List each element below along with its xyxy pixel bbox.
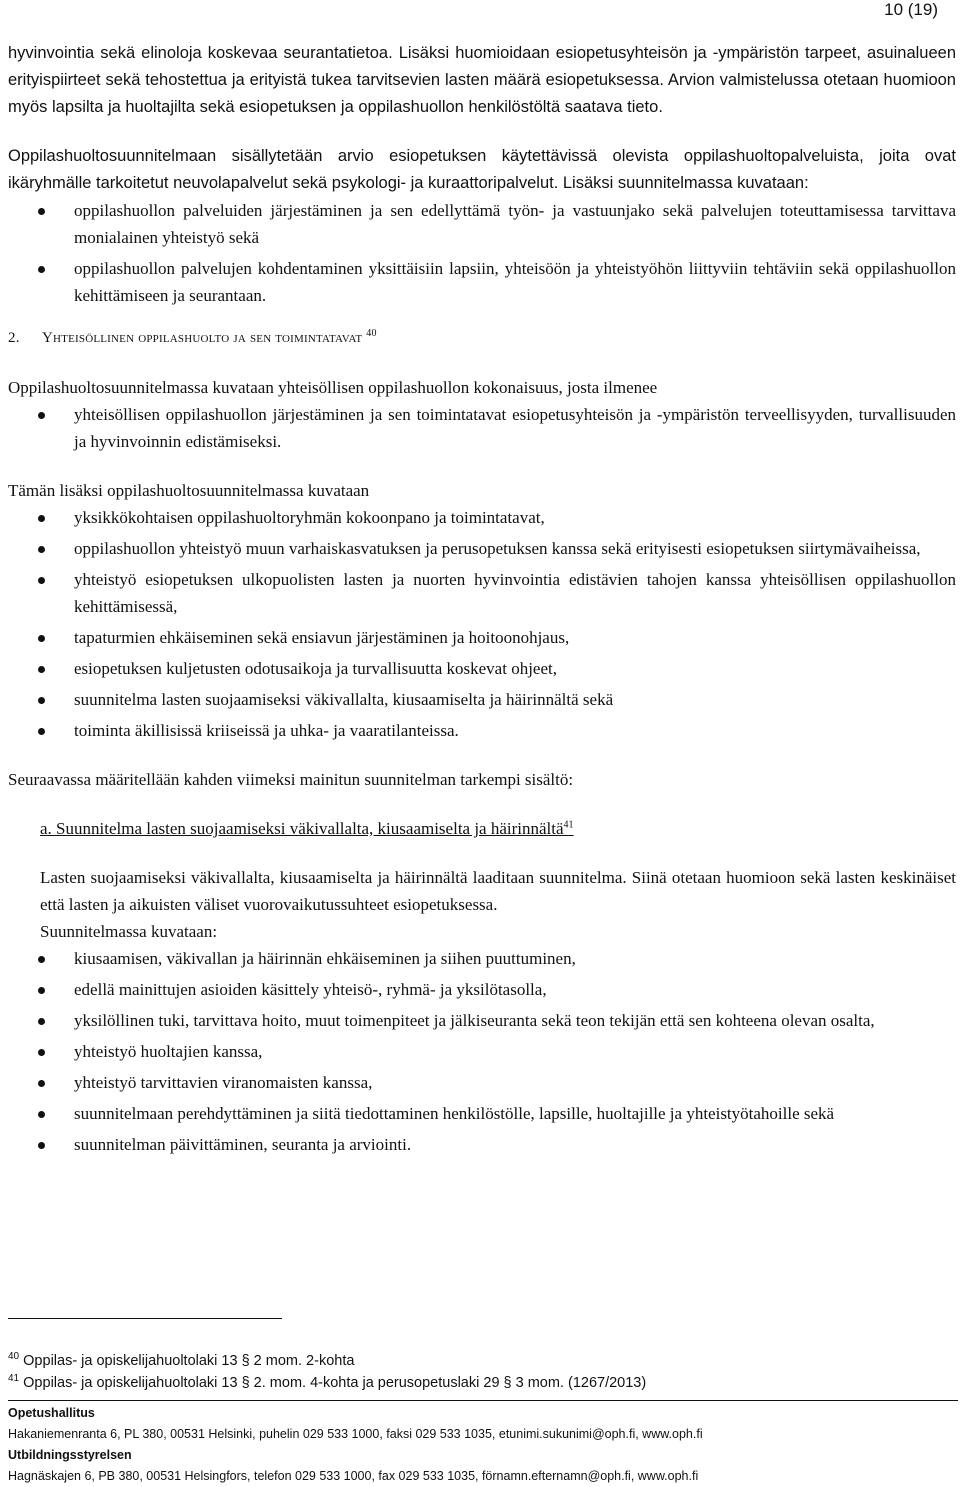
footer-address-sv: Hagnäskajen 6, PB 380, 00531 Helsingfors, telefon 029 533 1000, fax 029 533 1035, förnamn.efternamn@oph.fi, www.oph.fi [8,1469,699,1483]
list-item: esiopetuksen kuljetusten odotusaikoja ja turvallisuutta koskevat ohjeet, [8,655,956,682]
bullet-list-1 [8,197,956,309]
list-item: edellä mainittujen asioiden käsittely yhteisö-, ryhmä- ja yksilötasolla, [8,976,956,1003]
subsection-title: a. Suunnitelma lasten suojaamiseksi väkivallalta, kiusaamiselta ja häirinnältä [40,819,564,838]
page-number: 10 (19) [884,0,938,19]
footnote-divider [8,1318,282,1319]
paragraph-5: Seuraavassa määritellään kahden viimeksi mainitun suunnitelman tarkempi sisältö: [8,770,574,789]
footer-org-sv: Utbildningsstyrelsen [8,1448,132,1462]
list-item: toiminta äkillisissä kriiseissä ja uhka- ja vaaratilanteissa. [8,717,956,744]
section-number: 2. [8,330,20,346]
footnote-text: Oppilas- ja opiskelijahuoltolaki 13 § 2 mom. 2-kohta [23,1353,355,1369]
subsection-heading-a [40,815,956,842]
list-item: oppilashuollon palveluiden järjestäminen ja sen edellyttämä työn- ja vastuunjako sekä palvelujen toteuttamisessa tarvittava monialainen yhteistyö sekä [8,197,956,251]
paragraph-2: Oppilashuoltosuunnitelmaan sisällytetään arvio esiopetuksen käytettävissä olevista oppilashuoltopalveluista, joita ovat ikäryhmälle tarkoitetut neuvolapalvelut sekä psykologi- ja kuraattoripalvelut. Lisäksi suunnitelmassa kuvataan: [8,147,956,192]
paragraph-3: Oppilashuoltosuunnitelmassa kuvataan yhteisöllisen oppilashuollon kokonaisuus, josta ilmenee [8,378,658,397]
list-item: yhteistyö huoltajien kanssa, [8,1038,956,1065]
list-item: tapaturmien ehkäiseminen sekä ensiavun järjestäminen ja hoitoonohjaus, [8,624,956,651]
paragraph-1: hyvinvointia sekä elinoloja koskevaa seurantatietoa. Lisäksi huomioidaan esiopetusyhteisön ja -ympäristön tarpeet, asuinalueen erityispiirteet sekä tehostettua ja erityistä tukea tarvitsevien lasten määrä esiopetuksessa. Arvion valmistelussa otetaan huomioon myös lapsilta ja huoltajilta sekä esiopetuksen ja oppilashuollon henkilöstöltä saatava tieto. [8,44,956,116]
footer-org-fi: Opetushallitus [8,1406,95,1420]
paragraph-4: Tämän lisäksi oppilashuoltosuunnitelmassa kuvataan [8,481,370,500]
footnote-ref: 41 [563,819,574,831]
list-item: suunnitelma lasten suojaamiseksi väkivallalta, kiusaamiselta ja häirinnältä sekä [8,686,956,713]
list-item: oppilashuollon yhteistyö muun varhaiskasvatuksen ja perusopetuksen kanssa sekä erityisesti esiopetuksen siirtymävaiheissa, [8,535,956,562]
footnote-text: Oppilas- ja opiskelijahuoltolaki 13 § 2. mom. 4-kohta ja perusopetuslaki 29 § 3 mom. (1267/2013) [23,1375,647,1391]
list-item: yhteistyö tarvittavien viranomaisten kanssa, [8,1069,956,1096]
section-heading [8,325,956,352]
footnote-number: 40 [8,1351,20,1363]
list-item: yhteisöllisen oppilashuollon järjestäminen ja sen toimintatavat esiopetusyhteisön ja -ympäristön terveellisyyden, turvallisuuden ja hyvinvoinnin edistämiseksi. [8,401,956,455]
bullet-list-2 [8,401,956,455]
page-footer [8,1400,958,1487]
list-item: kiusaamisen, väkivallan ja häirinnän ehkäiseminen ja siihen puuttuminen, [8,945,956,972]
footnote-number: 41 [8,1373,20,1385]
document-body [8,40,956,1162]
footer-divider [8,1400,958,1401]
list-item: yksikkökohtaisen oppilashuoltoryhmän kokoonpano ja toimintatavat, [8,504,956,531]
list-item: yksilöllinen tuki, tarvittava hoito, muut toimenpiteet ja jälkiseuranta sekä teon tekijän että sen kohteena olevan osalta, [8,1007,956,1034]
paragraph-6: Lasten suojaamiseksi väkivallalta, kiusaamiselta ja häirinnältä laaditaan suunnitelma. Siinä otetaan huomioon sekä lasten keskinäiset että lasten ja aikuisten väliset vuorovaikutussuhteet esiopetuksessa. [40,868,956,914]
bullet-list-3 [8,504,956,744]
footnotes [8,1350,646,1394]
footnote [8,1350,646,1372]
bullet-list-4 [8,945,956,1158]
paragraph-7: Suunnitelmassa kuvataan: [40,922,218,941]
list-item: suunnitelman päivittäminen, seuranta ja arviointi. [8,1131,956,1158]
list-item: oppilashuollon palvelujen kohdentaminen yksittäisiin lapsiin, yhteisöön ja yhteistyöhön liittyviin tehtäviin sekä oppilashuollon kehittämiseen ja seurantaan. [8,255,956,309]
footnote [8,1372,646,1394]
list-item: suunnitelmaan perehdyttäminen ja siitä tiedottaminen henkilöstölle, lapsille, huoltajille ja yhteistyötahoille sekä [8,1100,956,1127]
footnote-ref: 40 [366,328,377,339]
list-item: yhteistyö esiopetuksen ulkopuolisten lasten ja nuorten hyvinvointia edistävien tahojen kanssa yhteisöllisen oppilashuollon kehittämisessä, [8,566,956,620]
footer-address-fi: Hakaniemenranta 6, PL 380, 00531 Helsinki, puhelin 029 533 1000, faksi 029 533 1035, etunimi.sukunimi@oph.fi, www.oph.fi [8,1427,703,1441]
section-title: Yhteisöllinen oppilashuolto ja sen toimintatavat [42,330,363,346]
